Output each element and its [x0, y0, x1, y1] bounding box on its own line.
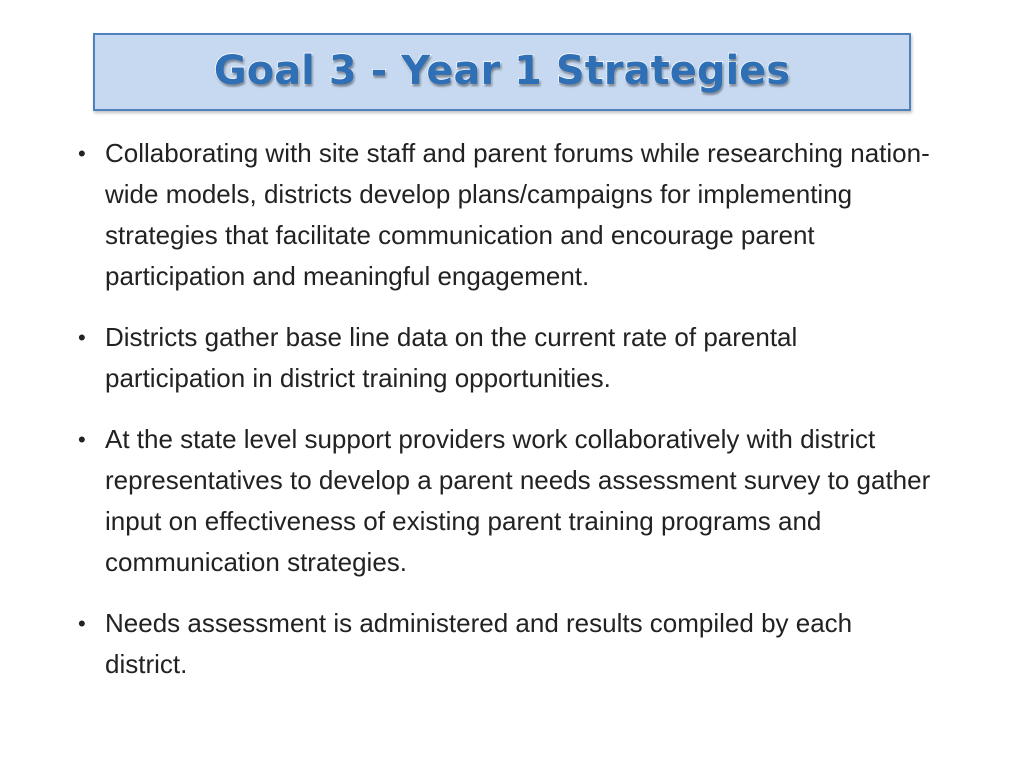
bullet-text: Needs assessment is administered and results compiled by each district. [105, 608, 853, 679]
slide-title: Goal 3 - Year 1 Strategies [213, 48, 791, 94]
bullet-item [75, 603, 935, 685]
bullet-icon: • [78, 325, 86, 350]
bullet-item [75, 419, 935, 583]
bullet-text: Collaborating with site staff and parent forums while researching nation-wide models, districts develop plans/campaigns for implementing strategies that facilitate communication and encourage parent participation and meaningful engagement. [105, 138, 930, 291]
title-banner [93, 33, 911, 111]
bullet-text: At the state level support providers work collaboratively with district representatives to develop a parent needs assessment survey to gather input on effectiveness of existing parent training programs and communication strategies. [105, 424, 931, 577]
bullet-list [75, 133, 935, 705]
bullet-icon: • [78, 141, 86, 166]
bullet-item [75, 317, 935, 399]
bullet-icon: • [78, 427, 86, 452]
bullet-text: Districts gather base line data on the current rate of parental participation in district training opportunities. [105, 322, 798, 393]
bullet-icon: • [78, 611, 86, 636]
bullet-item [75, 133, 935, 297]
